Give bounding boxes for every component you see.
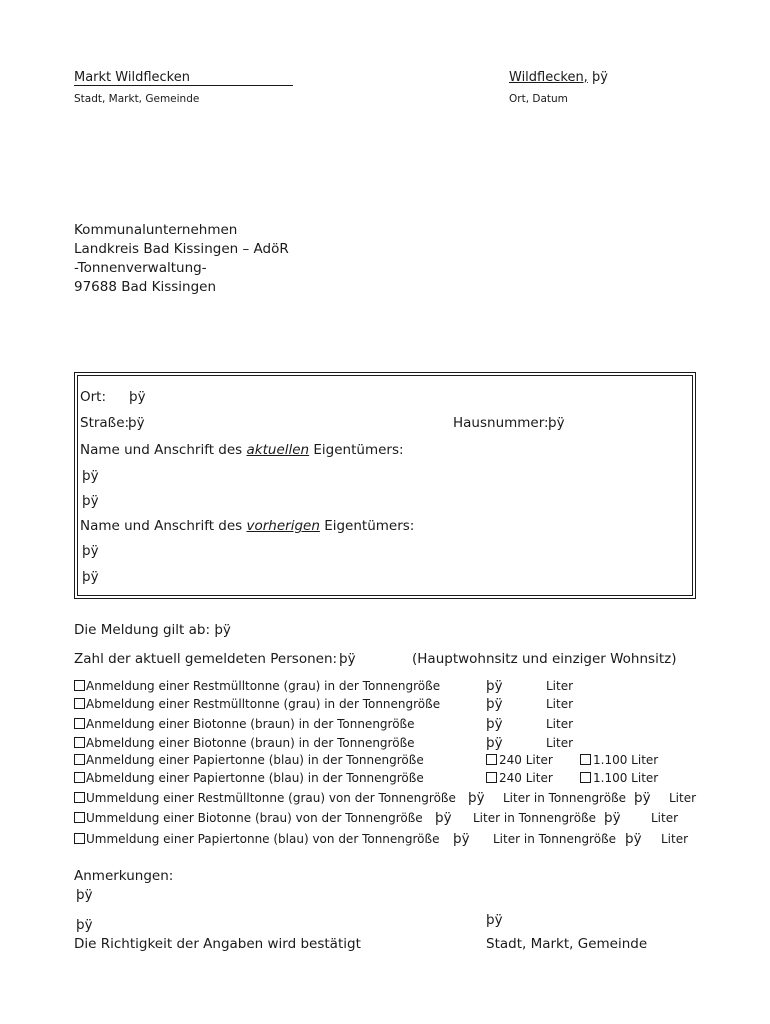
personen-field[interactable]: þÿ: [339, 651, 356, 667]
checkbox[interactable]: [74, 833, 85, 844]
confirmation-caption: Die Richtigkeit der Angaben wird bestätigt: [74, 936, 361, 952]
option-mid-label: Liter in Tonnengröße: [493, 832, 617, 846]
option-label: Abmeldung einer Papiertonne (blau) in der Tonnengröße: [86, 771, 424, 785]
remarks-label: Anmerkungen:: [74, 868, 174, 884]
current-owner-field-2[interactable]: þÿ: [82, 493, 99, 509]
hausnummer-label: Hausnummer:: [453, 415, 549, 431]
option-label: Ummeldung einer Papiertonne (blau) von der Tonnengröße: [86, 832, 440, 846]
option-ummeldung-bio: [74, 811, 423, 825]
option-mid-label: Liter in Tonnengröße: [503, 791, 627, 805]
municipality-caption: Stadt, Markt, Gemeinde: [486, 936, 648, 952]
current-owner-field-1[interactable]: þÿ: [82, 468, 99, 484]
previous-owner-emphasis: vorherigen: [246, 518, 320, 534]
checkbox[interactable]: [74, 772, 85, 783]
size-option-240: [486, 771, 553, 785]
checkbox[interactable]: [74, 718, 85, 729]
current-owner-heading: [80, 442, 404, 458]
recipient-line-3: -Tonnenverwaltung-: [74, 260, 207, 276]
checkbox[interactable]: [74, 812, 85, 823]
option-to-field[interactable]: þÿ: [604, 810, 621, 826]
option-ummeldung-papier: [74, 832, 439, 846]
option-unit: Liter: [669, 791, 697, 805]
size-option-label: 240 Liter: [499, 771, 553, 785]
option-abmeldung-papier: [74, 771, 424, 785]
checkbox[interactable]: [74, 698, 85, 709]
option-unit: Liter: [651, 811, 679, 825]
option-abmeldung-restmuell: [74, 697, 440, 711]
option-unit: Liter: [546, 717, 574, 731]
checkbox[interactable]: [486, 772, 497, 783]
size-option-240: [486, 753, 553, 767]
municipality-field[interactable]: þÿ: [486, 912, 503, 928]
previous-owner-field-1[interactable]: þÿ: [82, 543, 99, 559]
checkbox[interactable]: [580, 754, 591, 765]
option-anmeldung-papier: [74, 753, 424, 767]
option-label: Anmeldung einer Restmülltonne (grau) in der Tonnengröße: [86, 679, 441, 693]
checkbox[interactable]: [74, 680, 85, 691]
current-owner-heading-pre: Name und Anschrift des: [80, 442, 247, 458]
sender-name: Markt Wildflecken: [74, 70, 190, 85]
recipient-line-2: Landkreis Bad Kissingen – AdöR: [74, 241, 289, 257]
option-label: Ummeldung einer Biotonne (brau) von der Tonnengröße: [86, 811, 423, 825]
option-value-field[interactable]: þÿ: [486, 735, 503, 751]
current-owner-emphasis: aktuellen: [246, 442, 310, 458]
size-option-label: 1.100 Liter: [593, 753, 659, 767]
option-value-field[interactable]: þÿ: [486, 716, 503, 732]
personen-label: Zahl der aktuell gemeldeten Personen:: [74, 651, 338, 667]
option-anmeldung-bio: [74, 717, 415, 731]
checkbox[interactable]: [74, 754, 85, 765]
sender-underline: [74, 85, 293, 86]
meldung-field[interactable]: þÿ: [214, 622, 231, 638]
current-owner-heading-post: Eigentümers:: [309, 442, 404, 458]
ort-field[interactable]: þÿ: [129, 389, 146, 405]
option-from-field[interactable]: þÿ: [453, 831, 470, 847]
checkbox[interactable]: [74, 737, 85, 748]
previous-owner-heading-pre: Name und Anschrift des: [80, 518, 247, 534]
strasse-field[interactable]: þÿ: [128, 415, 145, 431]
meldung-label: Die Meldung gilt ab:: [74, 622, 211, 638]
sender-caption: Stadt, Markt, Gemeinde: [74, 93, 200, 105]
option-from-field[interactable]: þÿ: [468, 790, 485, 806]
option-to-field[interactable]: þÿ: [634, 790, 651, 806]
recipient-line-1: Kommunalunternehmen: [74, 222, 238, 238]
remarks-field[interactable]: þÿ: [76, 887, 93, 903]
option-label: Abmeldung einer Biotonne (braun) in der Tonnengröße: [86, 736, 415, 750]
meldung-row: [74, 622, 231, 638]
size-option-label: 1.100 Liter: [593, 771, 659, 785]
option-label: Anmeldung einer Papiertonne (blau) in der Tonnengröße: [86, 753, 424, 767]
confirmation-field[interactable]: þÿ: [76, 917, 93, 933]
place-date-prefix: Wildflecken,: [509, 70, 588, 85]
option-to-field[interactable]: þÿ: [625, 831, 642, 847]
size-option-1100: [580, 753, 658, 767]
ort-label: Ort:: [80, 389, 107, 405]
option-unit: Liter: [661, 832, 689, 846]
size-option-label: 240 Liter: [499, 753, 553, 767]
option-mid-label: Liter in Tonnengröße: [473, 811, 597, 825]
strasse-label: Straße:: [80, 415, 130, 431]
option-unit: Liter: [546, 697, 574, 711]
option-value-field[interactable]: þÿ: [486, 678, 503, 694]
hausnummer-field[interactable]: þÿ: [548, 415, 565, 431]
place-date-field[interactable]: þÿ: [591, 70, 608, 85]
size-option-1100: [580, 771, 658, 785]
option-from-field[interactable]: þÿ: [435, 810, 452, 826]
previous-owner-heading: [80, 518, 414, 534]
recipient-line-4: 97688 Bad Kissingen: [74, 279, 217, 295]
option-anmeldung-restmuell: [74, 679, 440, 693]
previous-owner-heading-post: Eigentümers:: [319, 518, 415, 534]
personen-note: (Hauptwohnsitz und einziger Wohnsitz): [412, 651, 677, 667]
option-label: Ummeldung einer Restmülltonne (grau) von der Tonnengröße: [86, 791, 456, 805]
option-unit: Liter: [546, 679, 574, 693]
place-date: [509, 70, 608, 85]
checkbox[interactable]: [74, 792, 85, 803]
checkbox[interactable]: [580, 772, 591, 783]
property-box: [77, 375, 693, 596]
checkbox[interactable]: [486, 754, 497, 765]
previous-owner-field-2[interactable]: þÿ: [82, 569, 99, 585]
option-abmeldung-bio: [74, 736, 415, 750]
option-unit: Liter: [546, 736, 574, 750]
place-date-caption: Ort, Datum: [509, 93, 568, 105]
option-label: Abmeldung einer Restmülltonne (grau) in der Tonnengröße: [86, 697, 441, 711]
option-value-field[interactable]: þÿ: [486, 696, 503, 712]
option-ummeldung-restmuell: [74, 791, 456, 805]
option-label: Anmeldung einer Biotonne (braun) in der Tonnengröße: [86, 717, 415, 731]
